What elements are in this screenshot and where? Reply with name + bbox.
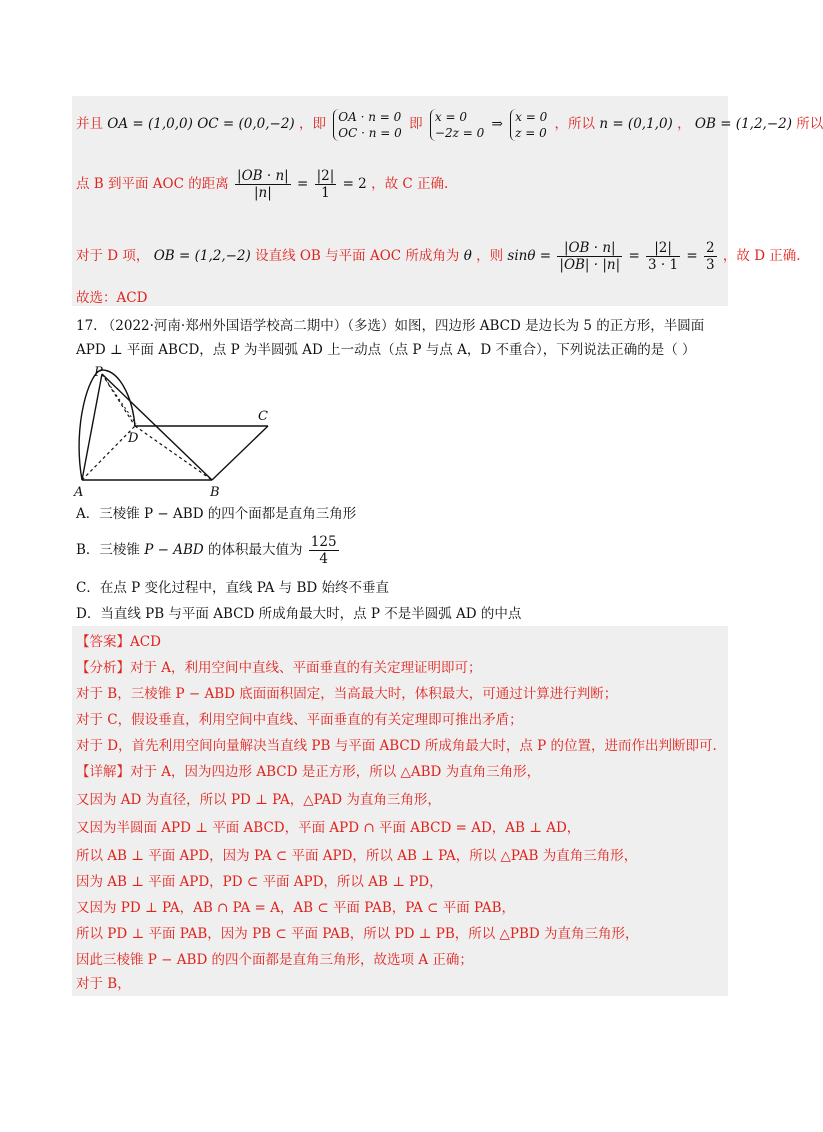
vector-ob-2: OB = (1,2,−2)	[153, 248, 251, 264]
theta-symbol: θ	[463, 248, 472, 264]
vector-oa: OA = (1,0,0)	[107, 116, 193, 132]
result-denominator: 3	[706, 257, 715, 273]
option-d: D．当直线 PB 与平面 ABCD 所成角最大时，点 P 不是半圆弧 AD 的中点	[76, 606, 522, 622]
normal-vector-n: n = (0,1,0)	[599, 116, 673, 132]
equals-sign-2: =	[628, 248, 640, 264]
vector-ob: OB = (1,2,−2)	[694, 116, 792, 132]
sin-value-numerator: |2|	[646, 240, 680, 257]
text-so: ，所以	[554, 116, 596, 132]
edge-pb	[102, 374, 212, 480]
label-c: C	[258, 409, 268, 424]
implies-arrow: ⇒	[491, 116, 503, 132]
question-17-line-1: 17. （2022·河南·郑州外国语学校高二期中）（多选）如图，四边形 ABCD 是边长为 5 的正方形，半圆面	[76, 318, 705, 334]
text-comma: ，	[677, 116, 691, 132]
text-and: 并且	[76, 116, 103, 132]
distance-fraction	[235, 168, 291, 201]
edge-db	[135, 426, 212, 480]
answer-line: 【答案】ACD	[76, 634, 161, 650]
option-b	[76, 532, 341, 568]
system1-eq-b: OC · n = 0	[338, 125, 402, 140]
conclusion-c: ，故 C 正确.	[371, 176, 449, 192]
final-answer-prev: 故选：ACD	[76, 290, 148, 306]
angle-text: 设直线 OB 与平面 AOC 所成角为	[255, 248, 460, 264]
solution-line-3	[76, 236, 801, 276]
option-c: C．在点 P 变化过程中，直线 PA 与 BD 始终不垂直	[76, 580, 389, 596]
text-ji2: 即	[409, 116, 423, 132]
distance-text: 点 B 到平面 AOC 的距离	[76, 176, 229, 192]
equals-sign-3: =	[686, 248, 698, 264]
sin-value-fraction	[646, 240, 680, 273]
option-b-prefix: B．三棱锥	[76, 542, 140, 558]
value-numerator: |2|	[316, 168, 335, 184]
label-p: P	[94, 365, 103, 380]
detail-line-2: 又因为 AD 为直径，所以 PD ⊥ PA，△PAD 为直角三角形，	[76, 792, 441, 808]
detail-line-4: 所以 AB ⊥ 平面 APD，因为 PA ⊂ 平面 APD，所以 AB ⊥ PA，所以 △PAB 为直角三角形，	[76, 848, 638, 864]
system3-eq-b: z = 0	[515, 125, 547, 140]
option-b-expression: P − ABD	[144, 542, 204, 558]
distance-numerator: |OB · n|	[237, 168, 289, 184]
edge-pc-hint	[102, 374, 136, 424]
option-b-denominator: 4	[319, 551, 328, 567]
solution-line-1	[76, 106, 823, 142]
label-a: A	[74, 485, 84, 500]
text-ji: ，即	[299, 116, 326, 132]
detail-line-6: 又因为 PD ⊥ PA，AB ∩ PA = A，AB ⊂ 平面 PAB，PA ⊂ 平面 PAB，	[76, 900, 516, 916]
equation-system-1	[333, 109, 402, 141]
analysis-line-4: 对于 D，首先利用空间向量解决当直线 PB 与平面 ABCD 所成角最大时，点 P 的位置，进而作出判断即可.	[76, 738, 717, 754]
edge-bc	[212, 426, 268, 480]
geometry-figure	[70, 364, 290, 504]
system3-eq-a: x = 0	[515, 109, 548, 124]
sin-result-fraction	[704, 240, 717, 273]
detail-line-1: 【详解】对于 A，因为四边形 ABCD 是正方形，所以 △ABD 为直角三角形，	[76, 764, 541, 780]
question-17-line-2: APD ⊥ 平面 ABCD，点 P 为半圆弧 AD 上一动点（点 P 与点 A，D 不重合），下列说法正确的是（ ）	[76, 342, 696, 358]
conclusion-d: ，故 D 正确.	[722, 248, 801, 264]
detail-line-8: 因此三棱锥 P − ABD 的四个面都是直角三角形，故选项 A 正确；	[76, 952, 473, 968]
analysis-line-3: 对于 C，假设垂直，利用空间中直线、平面垂直的有关定理即可推出矛盾；	[76, 712, 523, 728]
equals-sign: =	[296, 176, 309, 192]
solution-line-2	[76, 164, 730, 204]
distance-denominator: |n|	[253, 185, 272, 201]
sin-theta: sinθ =	[507, 248, 552, 264]
detail-line-3: 又因为半圆面 APD ⊥ 平面 ABCD，平面 APD ∩ 平面 ABCD = AD，AB ⊥ AD，	[76, 820, 581, 836]
detail-line-5: 因为 AB ⊥ 平面 APD，PD ⊂ 平面 APD，所以 AB ⊥ PD，	[76, 874, 443, 890]
option-b-fraction	[309, 534, 339, 567]
label-d: D	[128, 431, 139, 446]
text-so2: 所以	[796, 116, 823, 132]
item-d-text: 对于 D 项，	[76, 248, 150, 264]
label-b: B	[210, 485, 220, 500]
option-b-middle: 的体积最大值为	[208, 542, 303, 558]
value-denominator: 1	[321, 185, 330, 201]
analysis-line-1: 【分析】对于 A，利用空间中直线、平面垂直的有关定理证明即可；	[76, 660, 482, 676]
sin-denominator: |OB| · |n|	[559, 257, 621, 273]
detail-line-7: 所以 PD ⊥ 平面 PAB，因为 PB ⊂ 平面 PAB，所以 PD ⊥ PB，所以 △PBD 为直角三角形，	[76, 926, 639, 942]
analysis-line-2: 对于 B，三棱锥 P − ABD 底面面积固定，当高最大时，体积最大，可通过计算进行判断；	[76, 686, 618, 702]
then-text: ，则	[476, 248, 504, 264]
vector-oc: OC = (0,0,−2)	[197, 116, 295, 132]
sin-fraction	[557, 240, 622, 273]
sin-value-denominator: 3 · 1	[648, 257, 679, 273]
option-b-numerator: 125	[310, 534, 337, 550]
result-numerator: 2	[706, 240, 715, 256]
system1-eq-a: OA · n = 0	[338, 109, 402, 124]
sin-numerator: |OB · n|	[557, 240, 622, 257]
option-a: A．三棱锥 P − ABD 的四个面都是直角三角形	[76, 506, 357, 522]
equation-system-3	[510, 109, 547, 141]
equation-system-2	[430, 109, 484, 141]
distance-value-fraction	[315, 168, 337, 201]
system2-eq-a: x = 0	[434, 109, 467, 124]
edge-pa	[82, 374, 102, 480]
semicircle-arc	[79, 370, 135, 480]
distance-result: = 2	[342, 176, 367, 192]
system2-eq-b: −2z = 0	[434, 125, 485, 140]
detail-line-9: 对于 B，	[76, 976, 131, 992]
